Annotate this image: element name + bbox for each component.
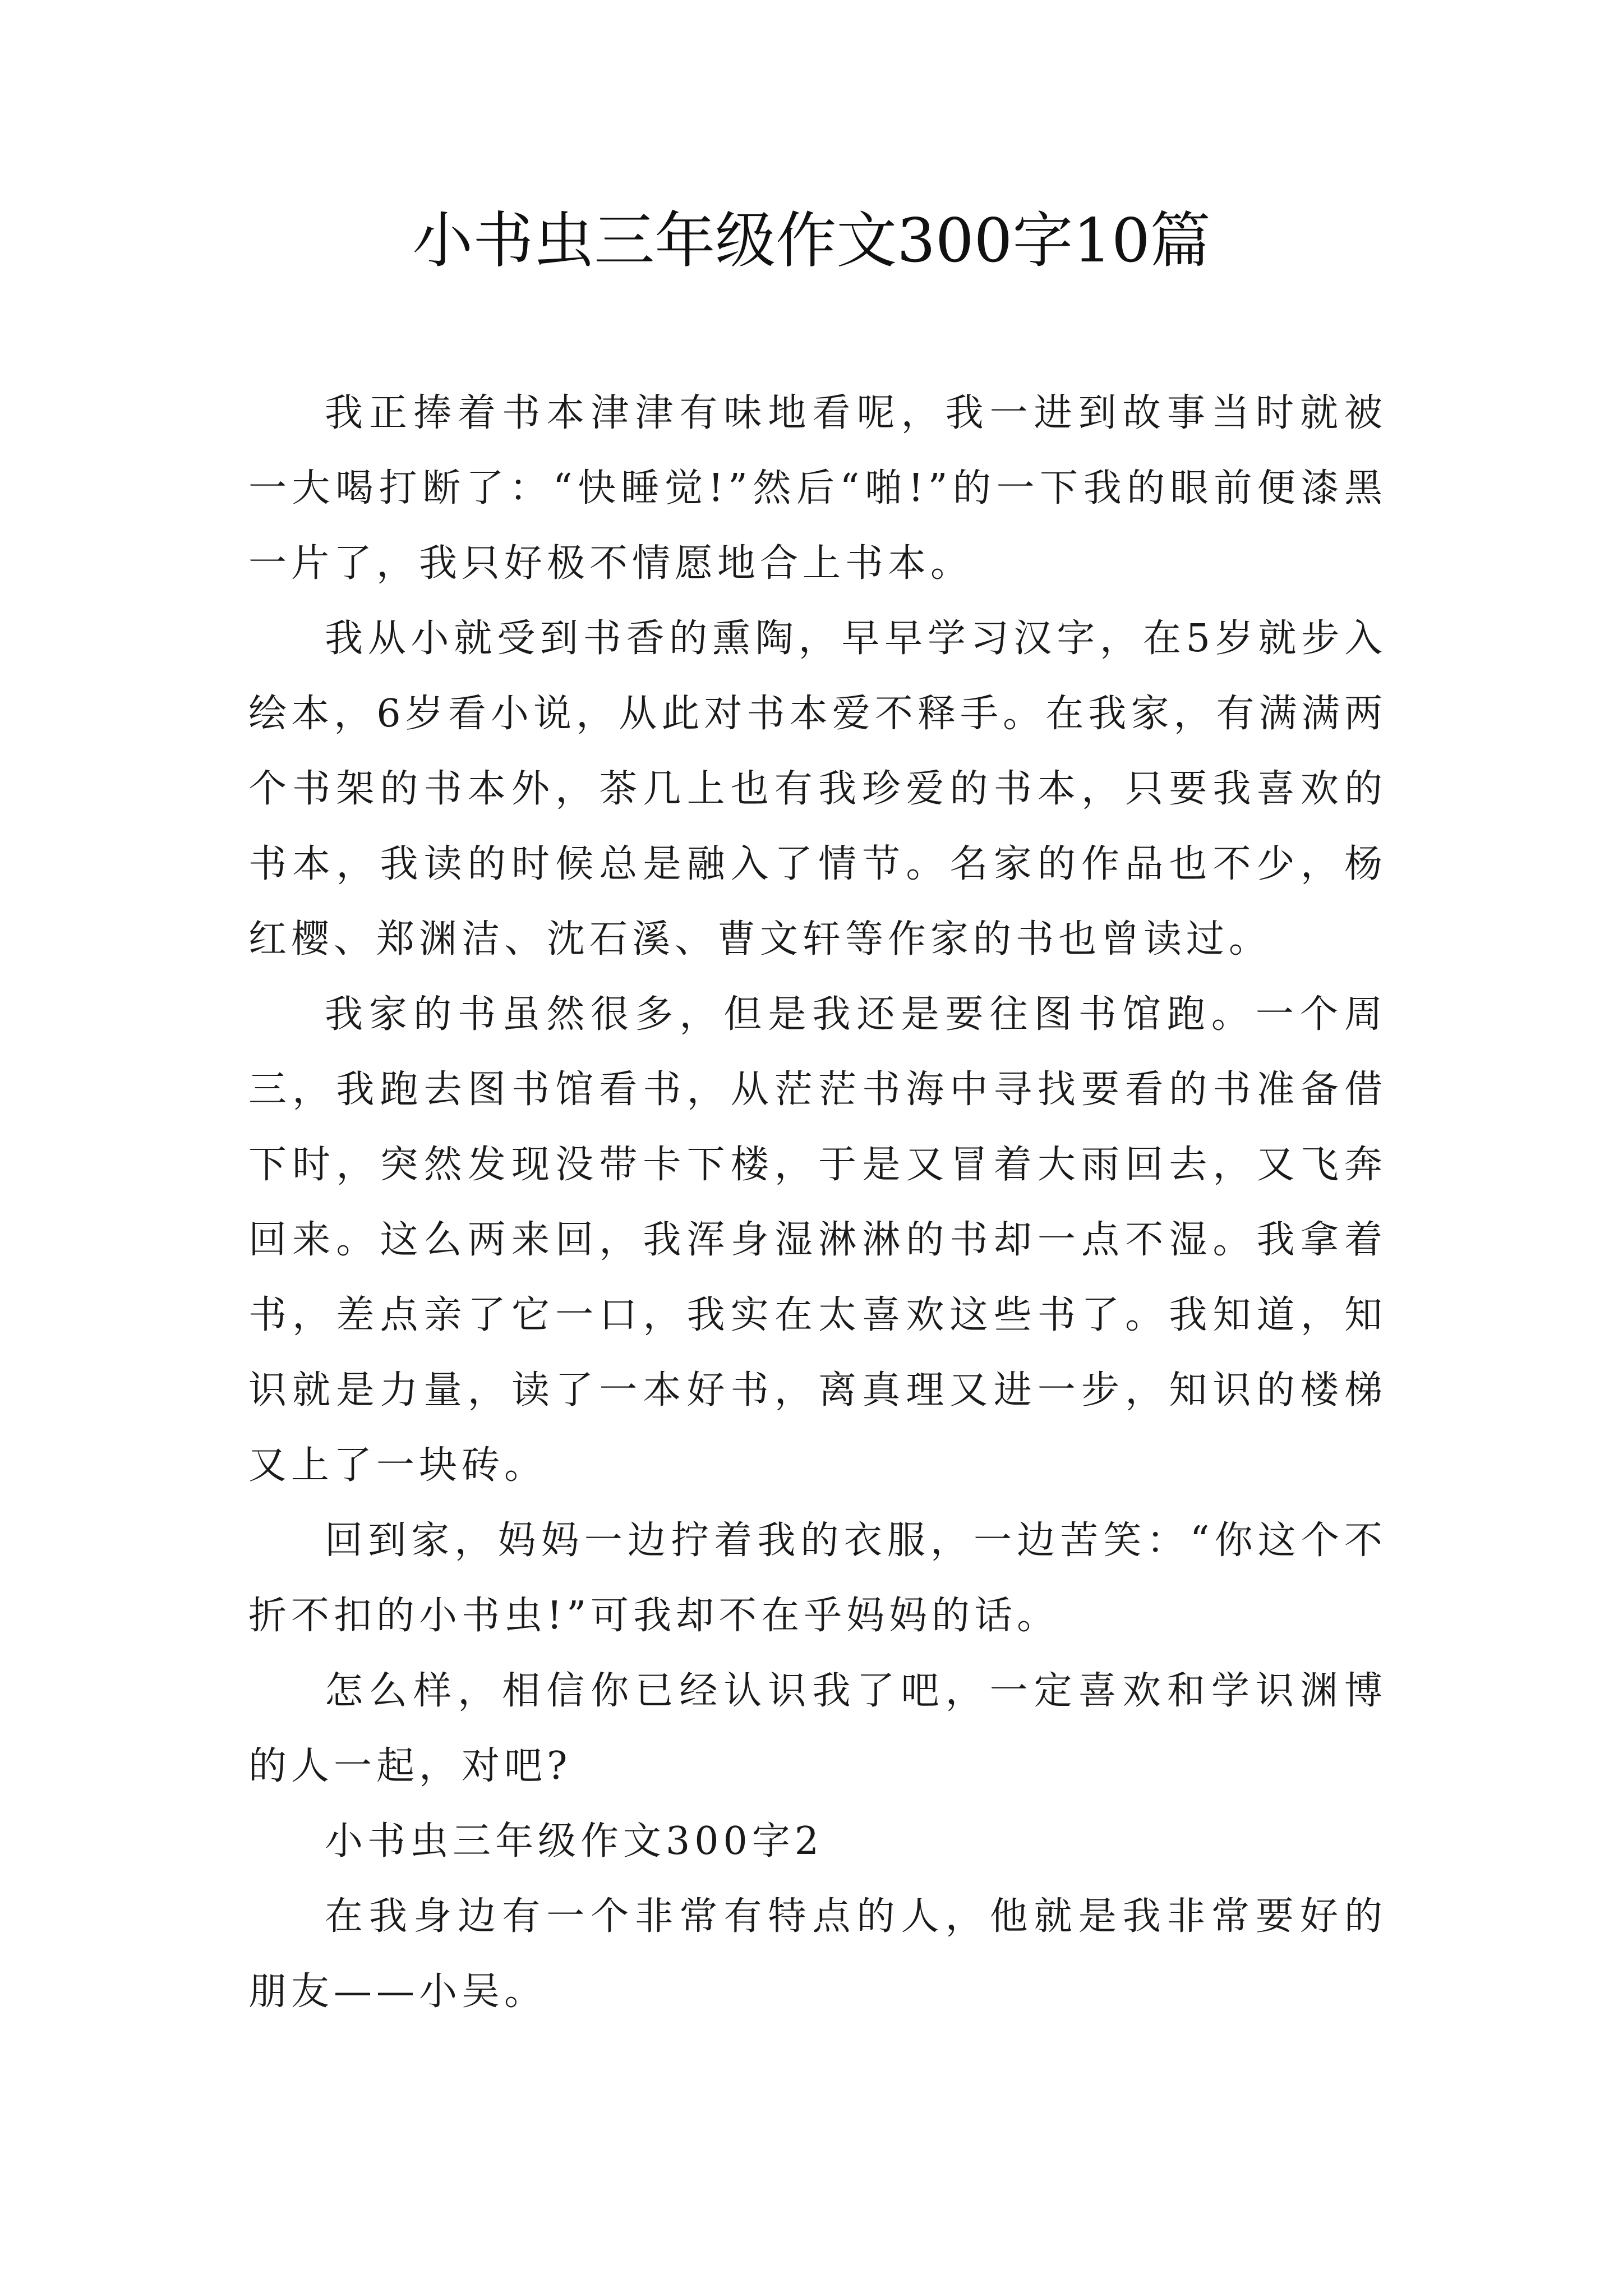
paragraph-4: 回到家，妈妈一边拧着我的衣服，一边苦笑：“你这个不折不扣的小书虫!”可我却不在乎妈妈的话。 xyxy=(248,1519,1387,1638)
paragraph-1: 我正捧着书本津津有味地看呢，我一进到故事当时就被一大喝打断了：“快睡觉!”然后“啪!”的一下我的眼前便漆黑一片了，我只好极不情愿地合上书本。 xyxy=(248,391,1387,586)
paragraph-2: 我从小就受到书香的熏陶，早早学习汉字，在5岁就步入绘本，6岁看小说，从此对书本爱不释手。在我家，有满满两个书架的书本外，茶几上也有我珍爱的书本，只要我喜欢的书本，我读的时候总是融入了情节。名家的作品也不少，杨红樱、郑渊洁、沈石溪、曹文轩等作家的书也曾读过。 xyxy=(248,616,1387,961)
document-title: 小书虫三年级作文300字10篇 xyxy=(412,206,1211,276)
paragraph-5: 怎么样，相信你已经认识我了吧，一定喜欢和学识渊博的人一起，对吧? xyxy=(248,1669,1387,1788)
paragraph-3: 我家的书虽然很多，但是我还是要往图书馆跑。一个周三，我跑去图书馆看书，从茫茫书海中寻找要看的书准备借下时，突然发现没带卡下楼，于是又冒着大雨回去，又飞奔回来。这么两来回，我浑身湿淋淋的书却一点不湿。我拿着书，差点亲了它一口，我实在太喜欢这些书了。我知道，知识就是力量，读了一本好书，离真理又进一步，知识的楼梯又上了一块砖。 xyxy=(248,992,1387,1488)
document-body xyxy=(248,376,1387,2030)
paragraph-6: 在我身边有一个非常有特点的人，他就是我非常要好的朋友——小吴。 xyxy=(248,1894,1387,2014)
section-heading-2: 小书虫三年级作文300字2 xyxy=(325,1819,824,1864)
